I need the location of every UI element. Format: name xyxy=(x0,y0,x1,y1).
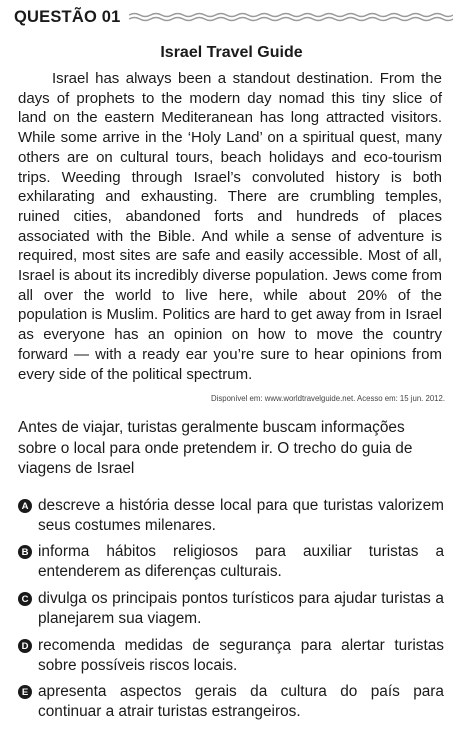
passage-body: Israel has always been a standout destination. From the days of prophets to the modern day nomad this tiny slice of land on the eastern Mediteranean has long attracted visitors. While some arrive in the ‘Holy Land’ on a spiritual quest, many others are on cultural tours, beach holidays and eco-tourism trips. Weeding through Israel’s convoluted history is both exhilarating and exhausting. There are crumbling temples, ruined cities, abandoned forts and hundreds of places associated with the Bible. And while a sense of adventure is required, most sites are safe and easily accessible. Most of all, Israel is about its incredibly diverse population. Jews come from all over the world to live here, while about 20% of the population is Muslim. Politics are hard to get away from in Israel as everyone has an opinion on how to move the country forward — with a ready ear you’re sure to hear opinions from every side of the political spectrum. xyxy=(18,70,442,383)
option-b-letter-icon: B xyxy=(18,545,32,559)
header-wave-rule xyxy=(129,11,453,23)
option-b-text: informa hábitos religiosos para auxiliar turistas a entenderem as diferenças culturais. xyxy=(38,543,444,580)
option-e[interactable] xyxy=(18,682,446,722)
option-e-text: apresenta aspectos gerais da cultura do país para continuar a atrair turistas estrangeiros. xyxy=(38,683,444,720)
option-b[interactable] xyxy=(18,542,446,582)
option-a[interactable] xyxy=(18,496,446,536)
option-c-letter-icon: C xyxy=(18,592,32,606)
option-a-letter-icon: A xyxy=(18,499,32,513)
question-number: QUESTÃO 01 xyxy=(14,7,121,26)
option-d-text: recomenda medidas de segurança para alertar turistas sobre possíveis riscos locais. xyxy=(38,637,444,674)
question-stem: Antes de viajar, turistas geralmente buscam informações sobre o local para onde pretendem ir. O trecho do guia de viagens de Israel xyxy=(18,419,413,477)
option-d[interactable] xyxy=(18,636,446,676)
source-citation: Disponível em: www.worldtravelguide.net. Acesso em: 15 jun. 2012. xyxy=(210,394,445,403)
option-e-letter-icon: E xyxy=(18,685,32,699)
option-d-letter-icon: D xyxy=(18,639,32,653)
passage-title: Israel Travel Guide xyxy=(160,44,303,61)
option-c[interactable] xyxy=(18,589,446,629)
question-header xyxy=(14,6,453,28)
option-a-text: descreve a história desse local para que turistas valorizem seus costumes milenares. xyxy=(38,497,444,534)
option-c-text: divulga os principais pontos turísticos para ajudar turistas a planejarem sua viagem. xyxy=(38,590,444,627)
